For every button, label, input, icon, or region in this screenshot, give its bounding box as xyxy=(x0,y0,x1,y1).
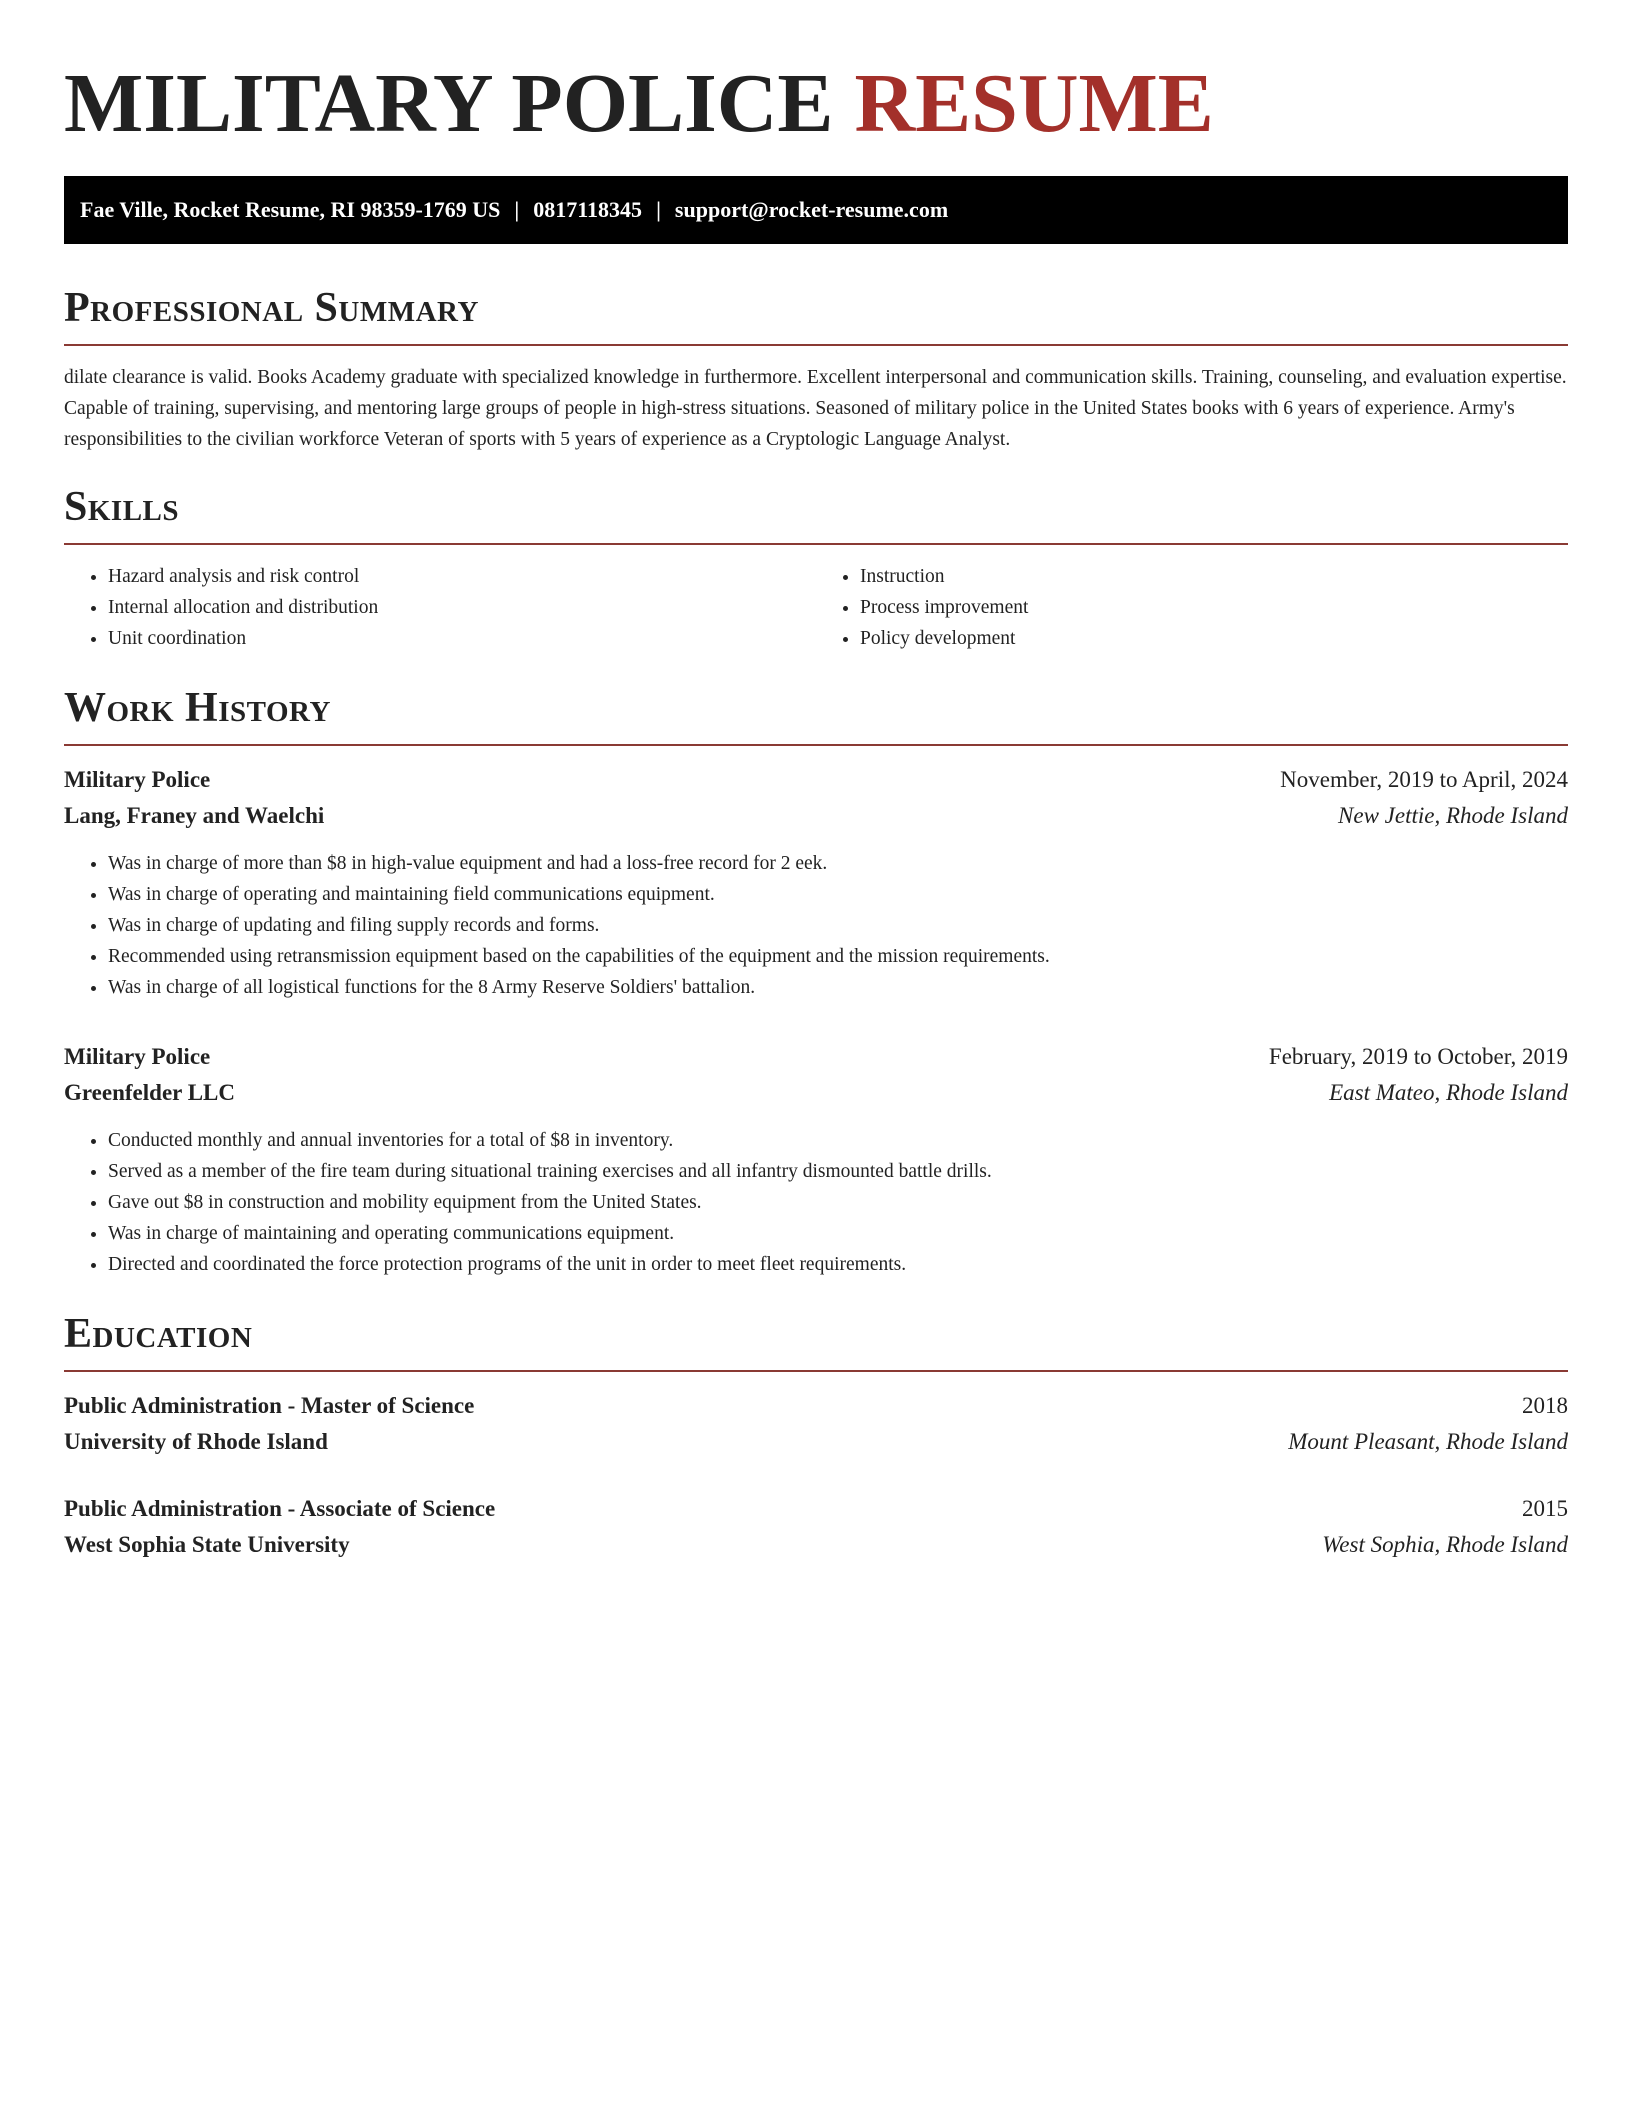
skill-item: • Process improvement xyxy=(860,592,1568,623)
contact-phone[interactable]: 0817118345 xyxy=(533,197,643,222)
job-dates: November, 2019 to April, 2024 xyxy=(1280,767,1568,792)
education-header-row xyxy=(64,1491,1568,1527)
job-bullet: • Was in charge of maintaining and operating communications equipment. xyxy=(108,1218,1568,1249)
summary-section xyxy=(64,282,1568,455)
job-bullet: • Served as a member of the fire team during situational training exercises and all infantry dismounted battle drills. xyxy=(108,1156,1568,1187)
contact-email[interactable]: support@rocket-resume.com xyxy=(674,197,949,222)
education-location: West Sophia, Rhode Island xyxy=(1322,1532,1568,1557)
education-school: University of Rhode Island xyxy=(64,1429,328,1454)
skills-section xyxy=(64,481,1568,654)
skill-item: • Policy development xyxy=(860,623,1568,654)
education-entry xyxy=(64,1491,1568,1563)
education-school-row xyxy=(64,1424,1568,1460)
job-bullet: • Directed and coordinated the force protection programs of the unit in order to meet fleet requirements. xyxy=(108,1249,1568,1280)
education-year: 2015 xyxy=(1522,1496,1568,1521)
education-school-row xyxy=(64,1527,1568,1563)
summary-text: dilate clearance is valid. Books Academy graduate with specialized knowledge in furthermore. Excellent interpersonal and communication skills. Training, counseling, and evaluation expertise. Capable of training, supervising, and mentoring large groups of people in high-stress situations. Seasoned of military police in the United States books with 6 years of experience. Army's responsibilities to the civilian workforce Veteran of sports with 5 years of experience as a Cryptologic Language Analyst. xyxy=(64,367,1567,450)
job-bullet: • Conducted monthly and annual inventories for a total of $8 in inventory. xyxy=(108,1125,1568,1156)
resume-title xyxy=(64,56,1568,152)
job-bullets xyxy=(64,848,1568,1003)
skill-item: • Hazard analysis and risk control xyxy=(108,561,816,592)
education-school: West Sophia State University xyxy=(64,1532,350,1557)
education-degree: Public Administration - Associate of Science xyxy=(64,1496,496,1521)
contact-address: Fae Ville, Rocket Resume, RI 98359-1769 US xyxy=(80,197,501,222)
job-bullet: • Recommended using retransmission equipment based on the capabilities of the equipment and the mission requirements. xyxy=(108,941,1568,972)
education-year: 2018 xyxy=(1522,1393,1568,1418)
skills-heading: Skills xyxy=(64,484,180,530)
job-location: East Mateo, Rhode Island xyxy=(1329,1080,1568,1105)
education-header-row xyxy=(64,1388,1568,1424)
skill-item: • Internal allocation and distribution xyxy=(108,592,816,623)
job-company-row xyxy=(64,798,1568,834)
job-company: Lang, Franey and Waelchi xyxy=(64,803,325,828)
section-divider xyxy=(64,344,1568,346)
contact-bar xyxy=(64,176,1568,244)
education-heading: Education xyxy=(64,1311,253,1357)
education-section xyxy=(64,1308,1568,1563)
job-bullets xyxy=(64,1125,1568,1280)
skill-item: • Unit coordination xyxy=(108,623,816,654)
job-bullet: • Was in charge of more than $8 in high-value equipment and had a loss-free record for 2 eek. xyxy=(108,848,1568,879)
job-company: Greenfelder LLC xyxy=(64,1080,235,1105)
skills-list xyxy=(64,561,1568,654)
job-entry xyxy=(64,762,1568,1003)
job-bullet: • Was in charge of updating and filing supply records and forms. xyxy=(108,910,1568,941)
section-divider xyxy=(64,1370,1568,1372)
education-entry xyxy=(64,1388,1568,1460)
job-bullet: • Gave out $8 in construction and mobility equipment from the United States. xyxy=(108,1187,1568,1218)
job-dates: February, 2019 to October, 2019 xyxy=(1268,1044,1568,1069)
job-header-row xyxy=(64,1039,1568,1075)
skill-item: • Instruction xyxy=(860,561,1568,592)
work-section xyxy=(64,682,1568,1280)
job-entry xyxy=(64,1039,1568,1280)
job-title: Military Police xyxy=(64,1044,211,1069)
section-divider xyxy=(64,543,1568,545)
education-degree: Public Administration - Master of Science xyxy=(64,1393,475,1418)
summary-heading: Professional Summary xyxy=(64,285,479,331)
job-company-row xyxy=(64,1075,1568,1111)
skills-column-left xyxy=(64,561,816,654)
job-bullet: • Was in charge of operating and maintaining field communications equipment. xyxy=(108,879,1568,910)
contact-separator: | xyxy=(514,197,520,222)
work-heading: Work History xyxy=(64,685,331,731)
title-main: MILITARY POLICE xyxy=(64,57,834,150)
skills-column-right xyxy=(816,561,1568,654)
title-accent: RESUME xyxy=(854,57,1214,150)
section-divider xyxy=(64,744,1568,746)
job-title: Military Police xyxy=(64,767,211,792)
education-location: Mount Pleasant, Rhode Island xyxy=(1288,1429,1568,1454)
job-location: New Jettie, Rhode Island xyxy=(1338,803,1568,828)
contact-separator: | xyxy=(656,197,661,222)
job-header-row xyxy=(64,762,1568,798)
job-bullet: • Was in charge of all logistical functions for the 8 Army Reserve Soldiers' battalion. xyxy=(108,972,1568,1003)
